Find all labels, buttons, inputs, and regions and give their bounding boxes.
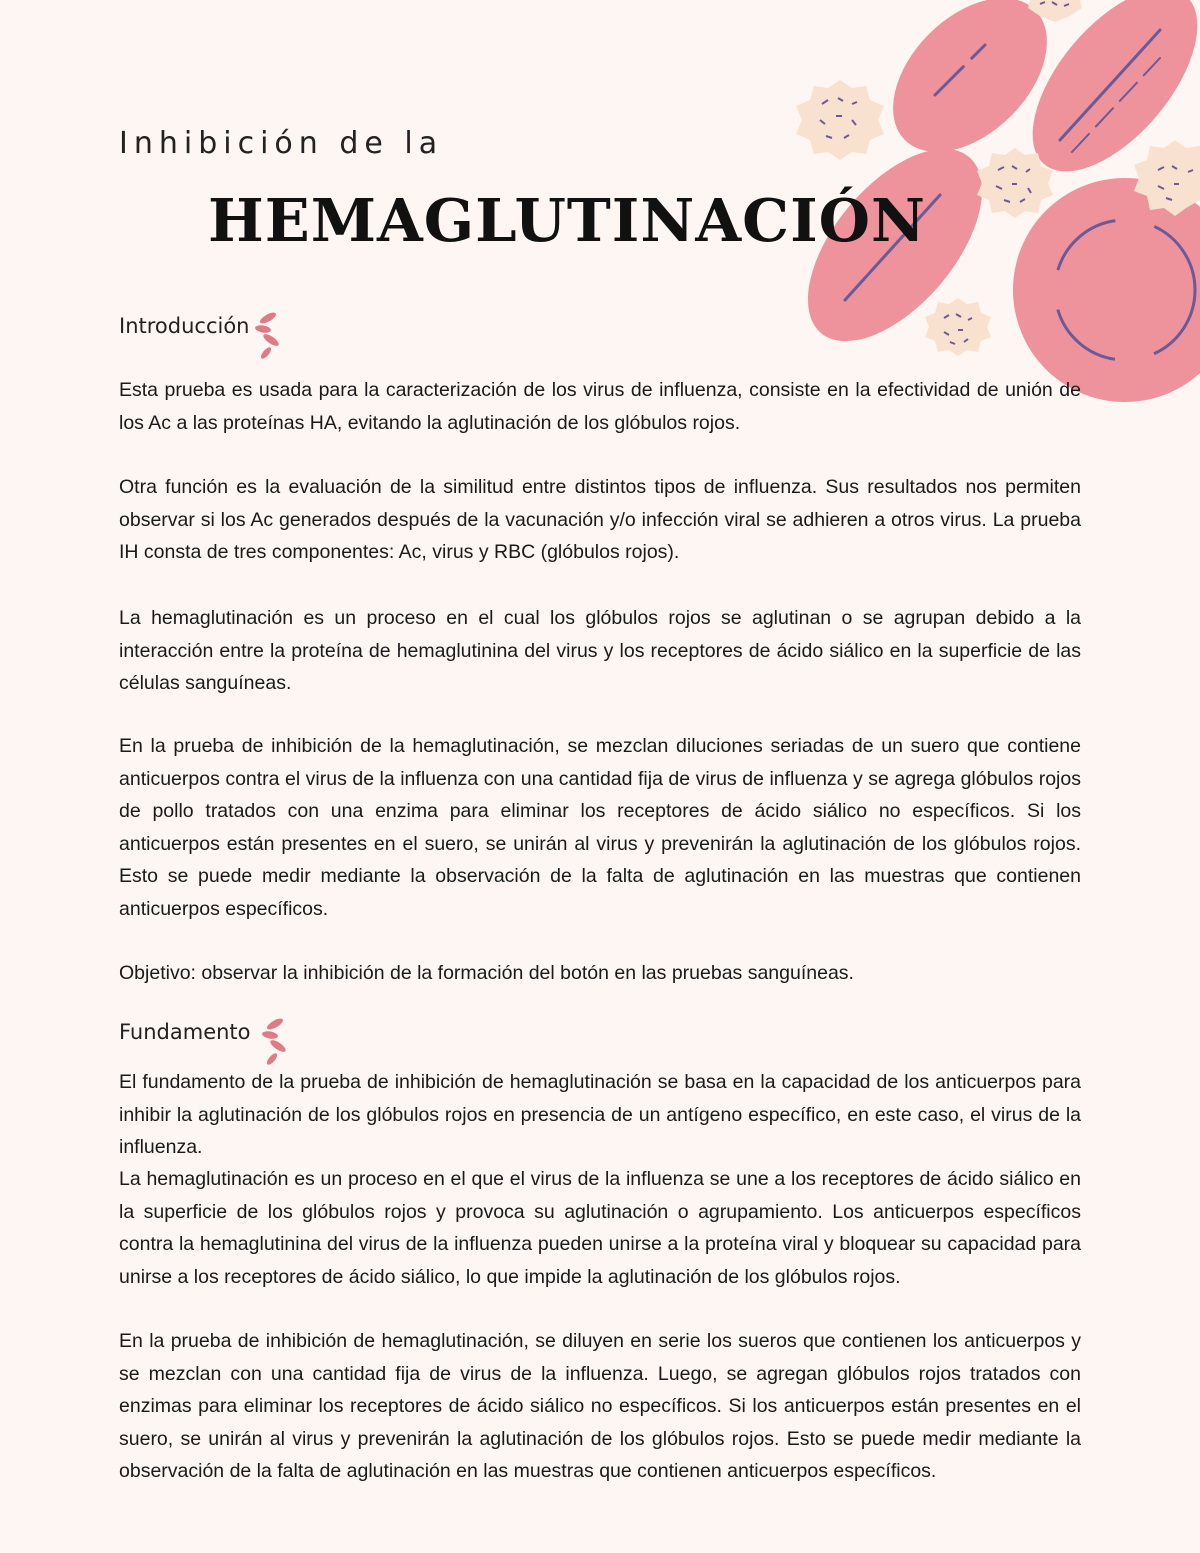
intro-heading: Introducción <box>119 314 250 338</box>
intro-paragraph-3: La hemaglutinación es un proceso en el cual los glóbulos rojos se aglutinan o se agrupan debido a la interacción entre la proteína de hemaglutinina del virus y los receptores de ácido siálico en la superficie de las células sanguíneas. <box>119 607 1081 694</box>
virus-particle <box>925 298 991 356</box>
document-subtitle: Inhibición de la <box>119 126 444 161</box>
virus-particle <box>796 80 884 160</box>
objective-paragraph: Objetivo: observar la inhibición de la formación del botón en las pruebas sanguíneas. <box>119 962 854 984</box>
fundamento-heading: Fundamento <box>119 1020 251 1044</box>
fundamento-heading-mark-icon <box>262 1016 288 1066</box>
fundamento-paragraph-3: En la prueba de inhibición de hemaglutinación, se diluyen en serie los sueros que contienen los anticuerpos y se mezclan con una cantidad fija de virus de la influenza. Luego, se agregan glóbulos rojos tratados con enzimas para eliminar los receptores de ácido siálico no específicos. Si los anticuerpos están presentes en el suero, se unirán al virus y prevenirán la aglutinación de los glóbulos rojos. Esto se puede medir mediante la observación de la falta de aglutinación en las muestras que contienen anticuerpos específicos. <box>119 1330 1081 1482</box>
intro-heading-mark-icon <box>255 310 281 360</box>
intro-paragraph-4: En la prueba de inhibición de la hemaglutinación, se mezclan diluciones seriadas de un suero que contiene anticuerpos contra el virus de la influenza con una cantidad fija de virus de influenza y se agrega glóbulos rojos de pollo tratados con una enzima para eliminar los receptores de ácido siálico no específicos. Si los anticuerpos están presentes en el suero, se unirán al virus y prevenirán la aglutinación de los glóbulos rojos. Esto se puede medir mediante la observación de la falta de aglutinación en las muestras que contienen anticuerpos específicos. <box>119 735 1081 920</box>
intro-paragraph-1: Esta prueba es usada para la caracterización de los virus de influenza, consiste en la efectividad de unión de los Ac a las proteínas HA, evitando la aglutinación de los glóbulos rojos. <box>119 379 1081 434</box>
fundamento-paragraph-1: El fundamento de la prueba de inhibición de hemaglutinación se basa en la capacidad de los anticuerpos para inhibir la aglutinación de los glóbulos rojos en presencia de un antígeno específico, en este caso, el virus de la influenza. <box>119 1071 1081 1158</box>
intro-paragraph-2: Otra función es la evaluación de la similitud entre distintos tipos de influenza. Sus resultados nos permiten observar si los Ac generados después de la vacunación y/o infección viral se adhieren a otros virus. La prueba IH consta de tres componentes: Ac, virus y RBC (glóbulos rojos). <box>119 476 1081 563</box>
document-title: HEMAGLUTINACIÓN <box>208 186 926 255</box>
fundamento-paragraph-2: La hemaglutinación es un proceso en el que el virus de la influenza se une a los receptores de ácido siálico en la superficie de los glóbulos rojos y provoca su aglutinación o agrupamiento. Los anticuerpos específicos contra la hemaglutinina del virus de la influenza pueden unirse a la proteína viral y bloquear su capacidad para unirse a los receptores de ácido siálico, lo que impide la aglutinación de los glóbulos rojos. <box>119 1168 1081 1288</box>
